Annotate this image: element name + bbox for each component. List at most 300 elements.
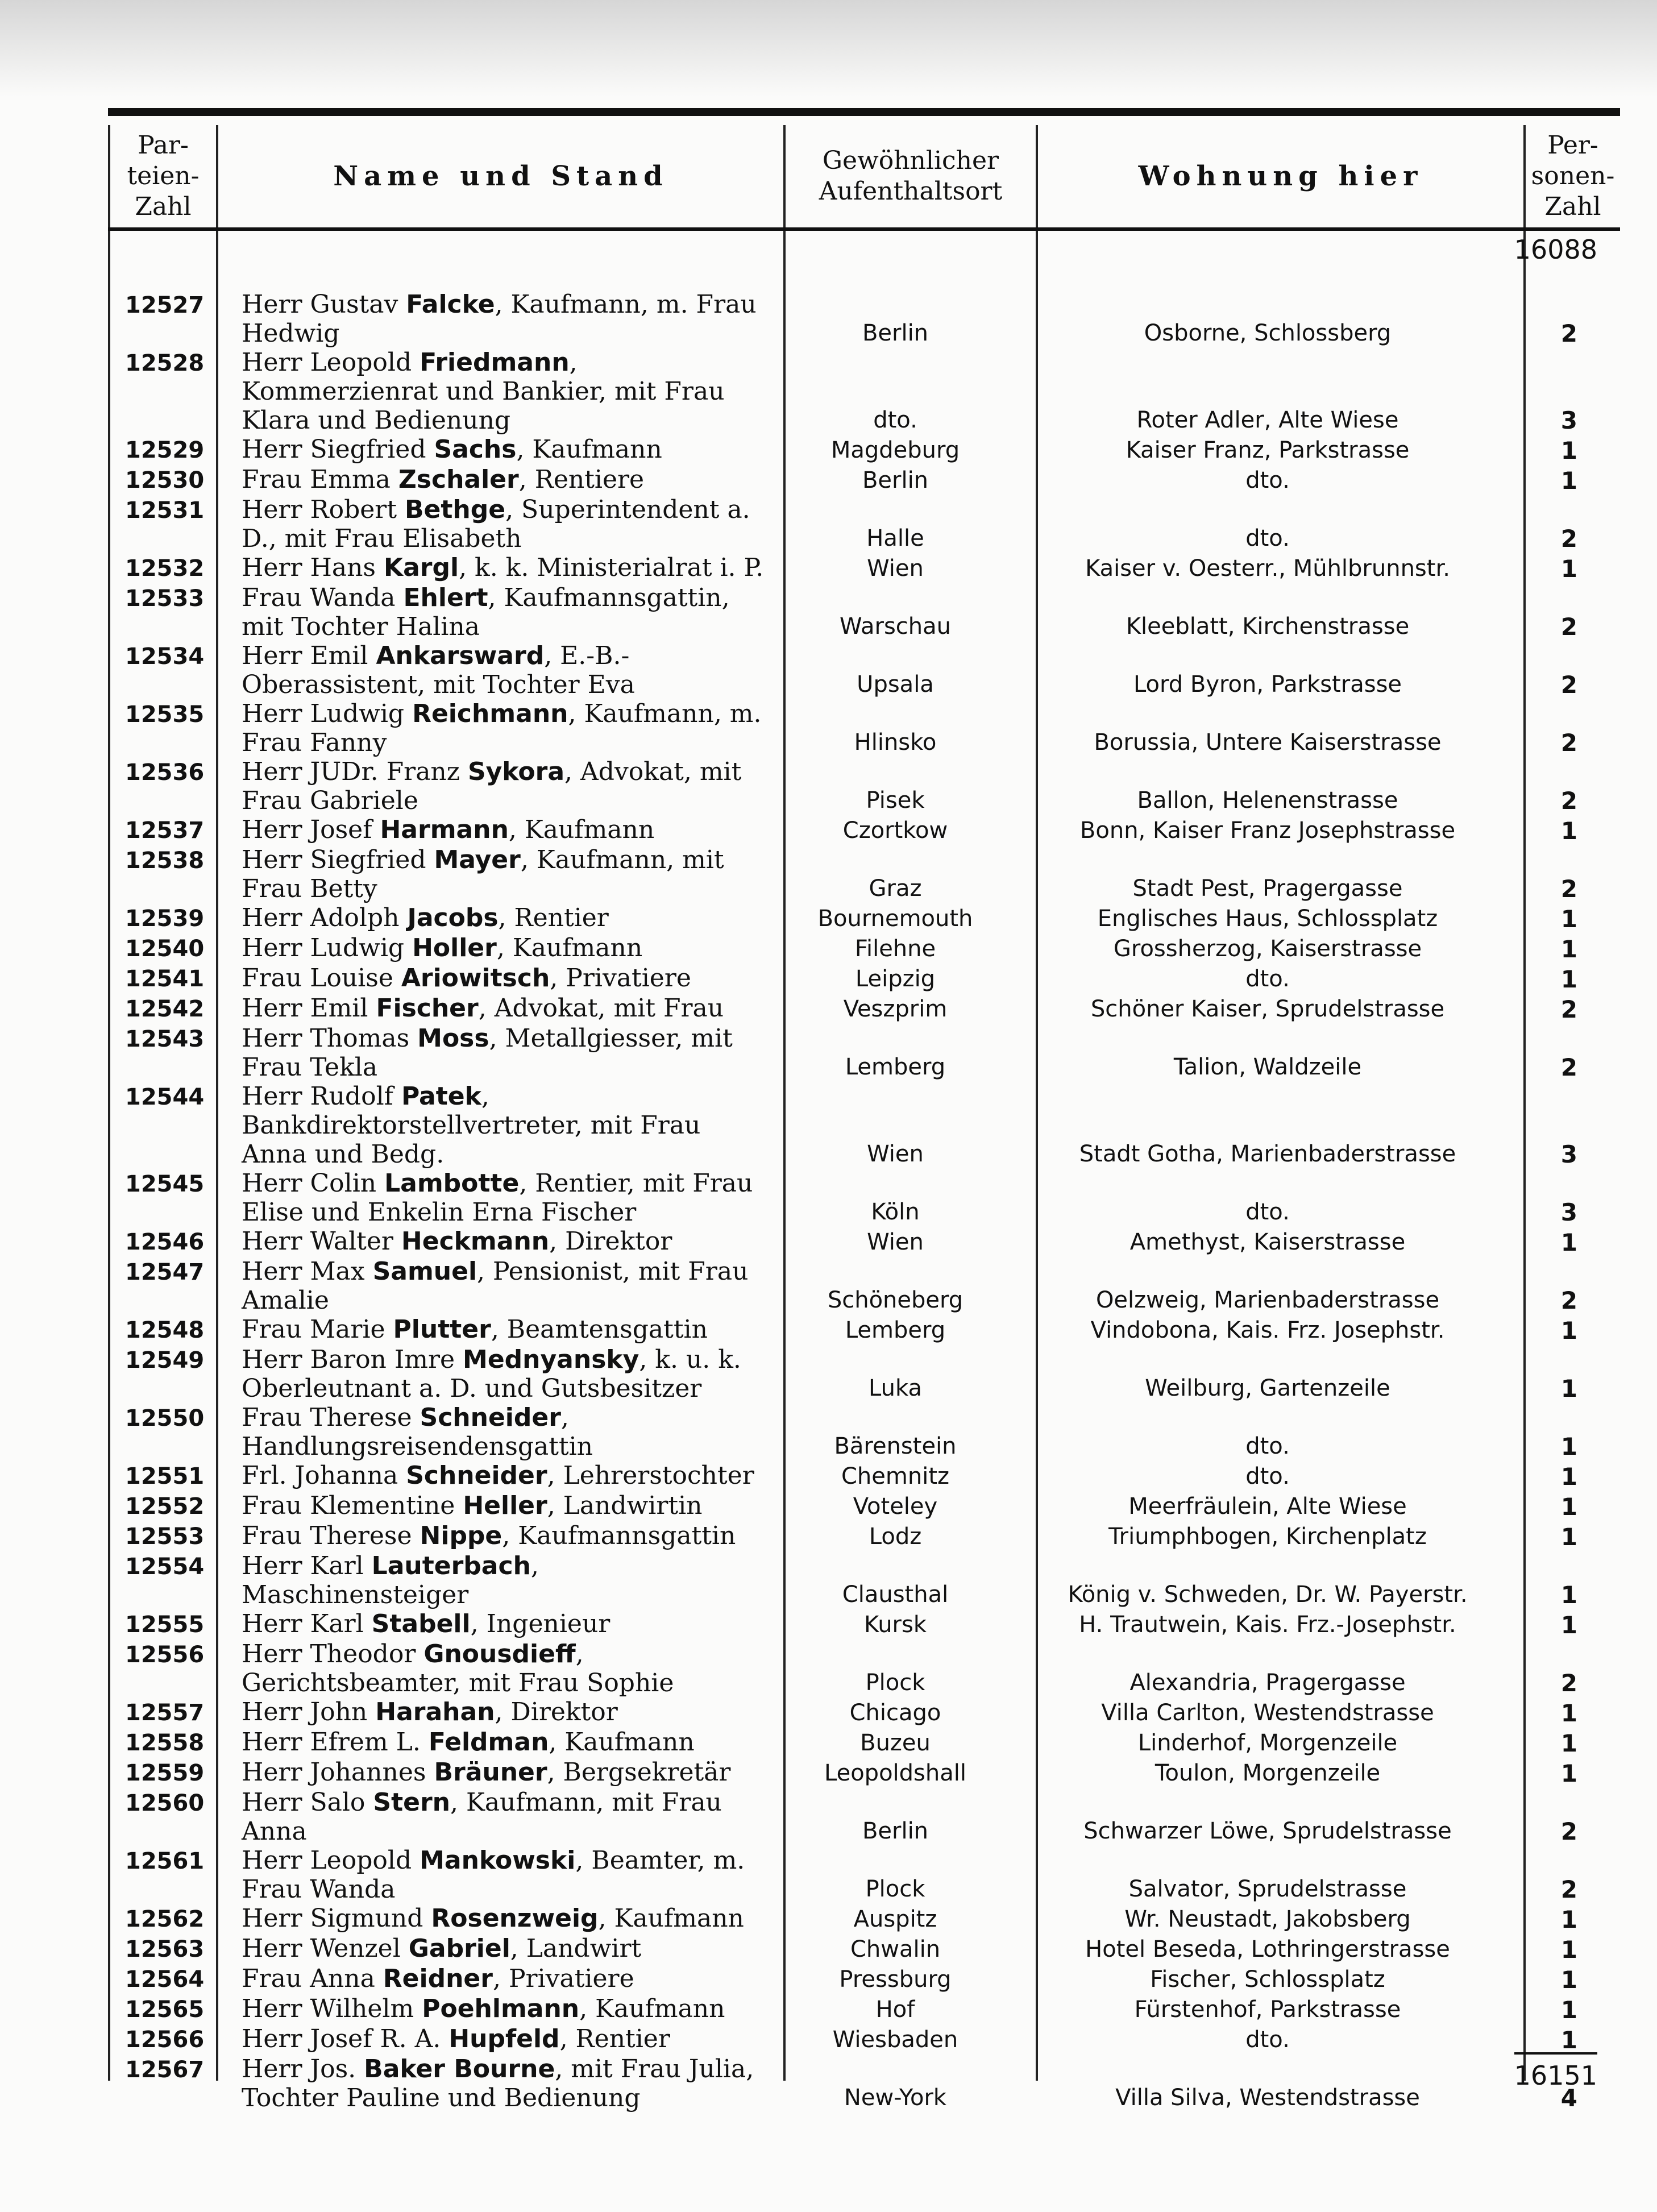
entry-residence: Köln xyxy=(871,1199,920,1225)
entry-residence: Chemnitz xyxy=(841,1463,949,1489)
entry-name xyxy=(213,1964,765,1994)
entry-occupation: , Metallgiesser, mit Frau Tekla xyxy=(242,1024,733,1082)
entry-name-prefix: Herr Ludwig xyxy=(242,699,413,728)
entry-person-count: 2 xyxy=(1560,875,1577,903)
entry-name-prefix: Herr Baron Imre xyxy=(242,1345,463,1374)
entry-number: 12544 xyxy=(125,1084,205,1110)
entry-number: 12546 xyxy=(125,1229,205,1255)
entry-person-count: 1 xyxy=(1560,2026,1577,2054)
entry-residence: Bournemouth xyxy=(817,906,973,932)
entry-name xyxy=(213,933,765,964)
entry-number: 12551 xyxy=(125,1463,205,1489)
entry-number: 12567 xyxy=(125,2057,205,2083)
entry-name xyxy=(213,1994,765,2024)
entry-name xyxy=(213,1846,765,1904)
entry-person-count: 1 xyxy=(1560,1229,1577,1256)
entry-occupation: , Handlungsreisendensgattin xyxy=(242,1403,593,1461)
entry-surname: Bräuner xyxy=(434,1758,547,1787)
entry-occupation: , Bergsekretär xyxy=(547,1758,731,1787)
top-rule xyxy=(108,108,1620,116)
entry-person-count: 3 xyxy=(1560,1198,1577,1226)
entry-person-count: 1 xyxy=(1560,1936,1577,1964)
entry-number: 12528 xyxy=(125,350,205,376)
entry-lodging: dto. xyxy=(1245,467,1290,493)
entry-residence: Auspitz xyxy=(853,1906,937,1932)
entry-person-count: 2 xyxy=(1560,729,1577,757)
entry-person-count: 1 xyxy=(1560,1433,1577,1460)
entry-lodging: Grossherzog, Kaiserstrasse xyxy=(1113,936,1422,962)
entry-surname: Nippe xyxy=(420,1521,503,1550)
entry-surname: Sykora xyxy=(467,757,565,786)
entry-residence: Warschau xyxy=(840,613,951,640)
entry-surname: Kargl xyxy=(383,553,459,582)
entry-surname: Schneider xyxy=(420,1403,561,1432)
entry-number: 12557 xyxy=(125,1700,205,1726)
entry-surname: Rosenzweig xyxy=(431,1904,599,1933)
entry-occupation: , Direktor xyxy=(549,1227,672,1256)
entry-name xyxy=(213,1609,765,1640)
entry-name-prefix: Herr Johannes xyxy=(242,1758,434,1787)
entry-name-prefix: Herr Josef R. A. xyxy=(242,2024,449,2053)
entry-name-prefix: Herr Wilhelm xyxy=(242,1994,422,2023)
entry-person-count: 1 xyxy=(1560,1906,1577,1933)
entry-name-prefix: Herr Efrem L. xyxy=(242,1728,429,1757)
entry-occupation: , Rentier xyxy=(498,903,609,932)
entry-name-prefix: Herr Emil xyxy=(242,641,376,670)
entry-surname: Feldman xyxy=(428,1728,549,1757)
entry-person-count: 1 xyxy=(1560,935,1577,963)
entry-lodging: Villa Silva, Westendstrasse xyxy=(1115,2085,1420,2111)
entry-residence: Bärenstein xyxy=(834,1433,957,1459)
entry-surname: Holler xyxy=(412,933,497,962)
entry-name-prefix: Herr Max xyxy=(242,1257,373,1286)
entry-surname: Stabell xyxy=(371,1609,471,1638)
entry-occupation: , mit Frau Julia, Tochter Pauline und Bedienung xyxy=(242,2055,754,2113)
entry-lodging: Schöner Kaiser, Sprudelstrasse xyxy=(1090,996,1445,1022)
entry-name-prefix: Frau Wanda xyxy=(242,583,404,612)
entry-lodging: Meerfräulein, Alte Wiese xyxy=(1128,1493,1407,1520)
entry-number: 12542 xyxy=(125,996,205,1022)
entry-number: 12529 xyxy=(125,437,205,463)
entry-number: 12563 xyxy=(125,1936,205,1962)
entry-person-count: 1 xyxy=(1560,1996,1577,2024)
entry-surname: Bethge xyxy=(405,495,506,524)
entry-residence: Berlin xyxy=(862,467,929,493)
entry-name xyxy=(213,465,765,495)
entry-surname: Schneider xyxy=(406,1461,547,1490)
entry-residence: Graz xyxy=(869,875,922,902)
entry-occupation: , Kaufmann xyxy=(496,933,643,962)
column-divider xyxy=(108,125,110,2081)
entry-name xyxy=(213,1521,765,1551)
entry-residence: New-York xyxy=(844,2085,947,2111)
entry-residence: Filehne xyxy=(854,936,936,962)
entry-number: 12537 xyxy=(125,817,205,844)
entry-number: 12532 xyxy=(125,555,205,582)
entry-occupation: , Beamter, m. Frau Wanda xyxy=(242,1846,745,1904)
entry-occupation: , Rentier, mit Frau Elise und Enkelin Erna Fischer xyxy=(242,1169,753,1227)
entry-occupation: , Direktor xyxy=(495,1698,618,1727)
entry-name xyxy=(213,495,765,553)
entry-person-count: 1 xyxy=(1560,1699,1577,1727)
entry-name-prefix: Frau Klementine xyxy=(242,1491,463,1520)
entry-residence: Luka xyxy=(869,1375,922,1401)
entry-name-prefix: Herr Ludwig xyxy=(242,933,413,962)
entry-person-count: 4 xyxy=(1560,2084,1577,2112)
entry-occupation: , Kaufmann, mit Frau Betty xyxy=(242,845,724,903)
entry-name-prefix: Herr Rudolf xyxy=(242,1082,401,1111)
entry-name xyxy=(213,1551,765,1609)
entry-person-count: 1 xyxy=(1560,1523,1577,1551)
entry-occupation: , Kaufmann xyxy=(516,435,662,464)
entry-surname: Lauterbach xyxy=(371,1551,531,1580)
entry-surname: Falcke xyxy=(406,290,495,319)
entry-name xyxy=(213,435,765,465)
entry-name xyxy=(213,845,765,903)
entry-person-count: 1 xyxy=(1560,1759,1577,1787)
entry-name-prefix: Herr Siegfried xyxy=(242,435,434,464)
entry-number: 12527 xyxy=(125,292,205,318)
entry-surname: Gabriel xyxy=(408,1934,510,1963)
entry-surname: Jacobs xyxy=(407,903,499,932)
entry-person-count: 1 xyxy=(1560,965,1577,993)
entry-name xyxy=(213,583,765,641)
entry-surname: Moss xyxy=(417,1024,489,1053)
entry-surname: Ariowitsch xyxy=(401,964,550,993)
entry-lodging: Stadt Pest, Pragergasse xyxy=(1132,875,1403,902)
entry-number: 12565 xyxy=(125,1997,205,2023)
entry-number: 12553 xyxy=(125,1524,205,1550)
entry-lodging: H. Trautwein, Kais. Frz.-Josephstr. xyxy=(1079,1612,1456,1638)
entry-person-count: 1 xyxy=(1560,905,1577,933)
entry-name-prefix: Herr JUDr. Franz xyxy=(242,757,468,786)
entry-lodging: König v. Schweden, Dr. W. Payerstr. xyxy=(1068,1582,1468,1608)
entry-surname: Plutter xyxy=(393,1315,491,1344)
entry-name xyxy=(213,815,765,845)
entry-occupation: , k. k. Ministerialrat i. P. xyxy=(459,553,764,582)
entry-surname: Ankarsward xyxy=(376,641,545,670)
entry-surname: Lambotte xyxy=(384,1169,520,1198)
scan-shadow xyxy=(0,0,1657,97)
entry-lodging: dto. xyxy=(1245,1199,1290,1225)
entry-name-prefix: Herr Theodor xyxy=(242,1640,424,1669)
entry-occupation: , Bankdirektorstellvertreter, mit Frau Anna und Bedg. xyxy=(242,1082,701,1169)
entry-number: 12541 xyxy=(125,966,205,992)
entry-residence: Hof xyxy=(875,1997,915,2023)
entry-name-prefix: Herr Josef xyxy=(242,815,380,844)
entry-name xyxy=(213,2055,765,2113)
entry-residence: Kursk xyxy=(863,1612,927,1638)
entry-name-prefix: Herr Gustav xyxy=(242,290,406,319)
entry-name-prefix: Herr Hans xyxy=(242,553,384,582)
entry-number: 12536 xyxy=(125,760,205,786)
entry-lodging: Kaiser v. Oesterr., Mühlbrunnstr. xyxy=(1085,555,1450,582)
entry-residence: Leopoldshall xyxy=(824,1760,966,1786)
entry-person-count: 2 xyxy=(1560,1286,1577,1314)
entry-occupation: , Kaufmann xyxy=(508,815,655,844)
entry-occupation: , Pensionist, mit Frau Amalie xyxy=(242,1257,749,1315)
entry-surname: Reidner xyxy=(383,1964,493,1993)
entry-name xyxy=(213,1934,765,1964)
entry-name-prefix: Herr Thomas xyxy=(242,1024,418,1053)
entry-residence: Lemberg xyxy=(845,1317,946,1343)
entry-residence: dto. xyxy=(873,407,917,433)
entry-residence: Wien xyxy=(867,1141,924,1167)
entry-name-prefix: Herr Karl xyxy=(242,1551,372,1580)
entry-number: 12560 xyxy=(125,1790,205,1816)
entry-lodging: dto. xyxy=(1245,1433,1290,1459)
entry-residence: Hlinsko xyxy=(854,729,937,756)
entry-number: 12535 xyxy=(125,702,205,728)
entry-name xyxy=(213,1904,765,1934)
entry-residence: Wien xyxy=(867,1229,924,1255)
entry-lodging: dto. xyxy=(1245,2027,1290,2053)
entry-lodging: Fürstenhof, Parkstrasse xyxy=(1134,1997,1401,2023)
entry-number: 12558 xyxy=(125,1730,205,1756)
header-party-count: Par- teien- Zahl xyxy=(127,131,200,221)
header-person-count: Per- sonen- Zahl xyxy=(1531,131,1615,221)
entry-person-count: 1 xyxy=(1560,467,1577,495)
entry-lodging: Bonn, Kaiser Franz Josephstrasse xyxy=(1079,817,1456,844)
entry-person-count: 1 xyxy=(1560,1729,1577,1757)
entry-residence: Czortkow xyxy=(842,817,948,844)
entry-surname: Harahan xyxy=(375,1698,495,1727)
entry-number: 12555 xyxy=(125,1612,205,1638)
entry-occupation: , Advokat, mit Frau Gabriele xyxy=(242,757,742,815)
entry-lodging: dto. xyxy=(1245,525,1290,551)
entry-occupation: , Kaufmann, m. Frau Fanny xyxy=(242,699,762,757)
entry-occupation: , Superintendent a. D., mit Frau Elisabeth xyxy=(242,495,750,553)
entry-occupation: , Privatiere xyxy=(550,964,691,993)
entry-surname: Fischer xyxy=(376,994,479,1023)
entry-residence: Wien xyxy=(867,555,924,582)
entry-lodging: dto. xyxy=(1245,1463,1290,1489)
total-count: 16151 xyxy=(1514,2052,1597,2091)
entry-name xyxy=(213,1257,765,1315)
carry-over-count: 16088 xyxy=(1514,234,1597,265)
entry-residence: Lodz xyxy=(869,1524,922,1550)
entry-residence: Halle xyxy=(866,525,924,551)
entry-residence: Chwalin xyxy=(850,1936,941,1962)
header-rule xyxy=(108,227,1620,231)
entry-occupation: , Kaufmann, m. Frau Hedwig xyxy=(242,290,757,348)
entry-number: 12550 xyxy=(125,1405,205,1431)
entry-name-prefix: Herr Siegfried xyxy=(242,845,434,874)
entry-residence: Wiesbaden xyxy=(832,2027,958,2053)
entry-lodging: Roter Adler, Alte Wiese xyxy=(1136,407,1399,433)
entry-number: 12531 xyxy=(125,497,205,524)
entry-lodging: Weilburg, Gartenzeile xyxy=(1145,1375,1390,1401)
entry-residence: Schöneberg xyxy=(827,1287,964,1313)
entry-lodging: Toulon, Morgenzeile xyxy=(1154,1760,1381,1786)
header-lodging: Wohnung hier xyxy=(1138,160,1423,192)
entry-number: 12530 xyxy=(125,467,205,493)
entry-name xyxy=(213,553,765,583)
entry-number: 12540 xyxy=(125,936,205,962)
entry-number: 12562 xyxy=(125,1906,205,1932)
entry-surname: Reichmann xyxy=(412,699,568,728)
entry-residence: Chicago xyxy=(849,1700,941,1726)
entry-number: 12538 xyxy=(125,848,205,874)
entry-lodging: Stadt Gotha, Marienbaderstrasse xyxy=(1079,1141,1456,1167)
entry-person-count: 1 xyxy=(1560,1493,1577,1521)
entry-name-prefix: Frl. Johanna xyxy=(242,1461,406,1490)
entry-surname: Stern xyxy=(373,1788,450,1817)
entry-person-count: 1 xyxy=(1560,555,1577,583)
entry-name xyxy=(213,1403,765,1461)
entry-occupation: , Kaufmannsgattin, mit Tochter Halina xyxy=(242,583,730,641)
entry-name xyxy=(213,1461,765,1491)
entry-residence: Plock xyxy=(865,1670,925,1696)
entry-name xyxy=(213,1169,765,1227)
entry-name-prefix: Herr Colin xyxy=(242,1169,385,1198)
entry-person-count: 2 xyxy=(1560,1875,1577,1903)
entry-name xyxy=(213,1728,765,1758)
entry-occupation: , Kaufmann xyxy=(579,1994,725,2023)
entry-name-prefix: Frau Emma xyxy=(242,465,398,494)
entry-number: 12539 xyxy=(125,906,205,932)
entry-lodging: Triumphbogen, Kirchenplatz xyxy=(1108,1524,1427,1550)
entry-name-prefix: Frau Louise xyxy=(242,964,401,993)
entry-number: 12559 xyxy=(125,1760,205,1786)
entry-occupation: , Beamtensgattin xyxy=(491,1315,708,1344)
entry-person-count: 2 xyxy=(1560,995,1577,1023)
entry-lodging: Oelzweig, Marienbaderstrasse xyxy=(1095,1287,1440,1313)
entry-occupation: , Kaufmann xyxy=(549,1728,695,1757)
entry-residence: Pressburg xyxy=(839,1966,952,1993)
entries-grid xyxy=(125,290,1614,2113)
entry-number: 12547 xyxy=(125,1259,205,1285)
entry-name xyxy=(213,757,765,815)
entry-name-prefix: Herr Adolph xyxy=(242,903,408,932)
entry-occupation: , Landwirt xyxy=(510,1934,642,1963)
entry-name xyxy=(213,1640,765,1698)
entry-person-count: 1 xyxy=(1560,1581,1577,1609)
entry-name xyxy=(213,699,765,757)
entry-surname: Friedmann xyxy=(420,348,570,377)
entry-number: 12556 xyxy=(125,1642,205,1668)
entry-name xyxy=(213,994,765,1024)
entry-occupation: , Landwirtin xyxy=(547,1491,703,1520)
entry-occupation: , Maschinensteiger xyxy=(242,1551,539,1609)
entry-name-prefix: Herr Robert xyxy=(242,495,405,524)
header-residence: Gewöhnlicher Aufenthaltsort xyxy=(819,146,1003,206)
entry-number: 12543 xyxy=(125,1026,205,1052)
entry-lodging: Fischer, Schlossplatz xyxy=(1150,1966,1385,1993)
entry-person-count: 2 xyxy=(1560,1053,1577,1081)
entry-residence: Plock xyxy=(865,1876,925,1902)
entry-lodging: Salvator, Sprudelstrasse xyxy=(1128,1876,1407,1902)
entry-surname: Heckmann xyxy=(401,1227,550,1256)
entry-name-prefix: Herr Walter xyxy=(242,1227,401,1256)
entry-name xyxy=(213,1024,765,1082)
entry-name xyxy=(213,1491,765,1521)
entry-surname: Zschaler xyxy=(398,465,519,494)
entry-name xyxy=(213,2024,765,2055)
entry-occupation: , Rentier xyxy=(559,2024,670,2053)
entry-lodging: Ballon, Helenenstrasse xyxy=(1137,787,1398,814)
entry-person-count: 1 xyxy=(1560,1966,1577,1994)
entry-residence: Buzeu xyxy=(860,1730,931,1756)
entry-surname: Poehlmann xyxy=(422,1994,580,2023)
entry-lodging: Hotel Beseda, Lothringerstrasse xyxy=(1085,1936,1450,1962)
entry-name xyxy=(213,1082,765,1169)
entry-number: 12548 xyxy=(125,1317,205,1343)
entry-lodging: Amethyst, Kaiserstrasse xyxy=(1129,1229,1406,1255)
entry-surname: Mednyansky xyxy=(463,1345,639,1374)
entry-person-count: 2 xyxy=(1560,1817,1577,1845)
entry-residence: Leipzig xyxy=(855,966,936,992)
entry-name xyxy=(213,1788,765,1846)
entry-person-count: 2 xyxy=(1560,787,1577,815)
entry-number: 12566 xyxy=(125,2027,205,2053)
guest-list-table xyxy=(108,108,1620,2113)
entry-name-prefix: Herr Jos. xyxy=(242,2055,364,2084)
entry-name xyxy=(213,964,765,994)
entry-person-count: 2 xyxy=(1560,319,1577,347)
entry-name xyxy=(213,348,765,435)
entry-occupation: , Kaufmannsgattin xyxy=(502,1521,736,1550)
entry-person-count: 1 xyxy=(1560,437,1577,464)
entry-lodging: Talion, Waldzeile xyxy=(1173,1054,1362,1080)
entry-surname: Hupfeld xyxy=(448,2024,560,2053)
entry-surname: Mayer xyxy=(434,845,521,874)
entry-surname: Samuel xyxy=(372,1257,477,1286)
entry-residence: Pisek xyxy=(866,787,925,814)
entry-surname: Ehlert xyxy=(403,583,488,612)
entry-lodging: Linderhof, Morgenzeile xyxy=(1137,1730,1398,1756)
entry-occupation: , Ingenieur xyxy=(470,1609,611,1638)
entry-occupation: , Advokat, mit Frau xyxy=(478,994,724,1023)
entry-lodging: Villa Carlton, Westendstrasse xyxy=(1101,1700,1434,1726)
entry-name xyxy=(213,641,765,699)
entry-name-prefix: Herr Sigmund xyxy=(242,1904,431,1933)
entry-lodging: Alexandria, Pragergasse xyxy=(1129,1670,1406,1696)
entry-surname: Sachs xyxy=(434,435,517,464)
entry-residence: Clausthal xyxy=(842,1582,949,1608)
entry-residence: Upsala xyxy=(857,671,934,698)
entry-surname: Patek xyxy=(401,1082,481,1111)
entry-number: 12545 xyxy=(125,1171,205,1197)
entry-occupation: , Rentiere xyxy=(518,465,645,494)
entry-number: 12549 xyxy=(125,1347,205,1373)
entry-person-count: 1 xyxy=(1560,817,1577,845)
entry-name-prefix: Herr Leopold xyxy=(242,1846,420,1875)
entry-name-prefix: Herr Wenzel xyxy=(242,1934,409,1963)
entry-person-count: 1 xyxy=(1560,1317,1577,1344)
entry-name xyxy=(213,903,765,933)
entry-occupation: , E.-B.-Oberassistent, mit Tochter Eva xyxy=(242,641,635,699)
entry-surname: Heller xyxy=(463,1491,547,1520)
entry-person-count: 1 xyxy=(1560,1375,1577,1402)
entry-residence: Veszprim xyxy=(843,996,948,1022)
entry-lodging: Englisches Haus, Schlossplatz xyxy=(1097,906,1438,932)
entry-person-count: 2 xyxy=(1560,613,1577,641)
entry-name-prefix: Herr Salo xyxy=(242,1788,373,1817)
entry-number: 12534 xyxy=(125,644,205,670)
entry-occupation: , Gerichtsbeamter, mit Frau Sophie xyxy=(242,1640,674,1698)
entry-residence: Berlin xyxy=(862,1818,929,1844)
entry-name-prefix: Herr Leopold xyxy=(242,348,420,377)
entry-name-prefix: Herr Emil xyxy=(242,994,376,1023)
entry-name xyxy=(213,1698,765,1728)
entry-lodging: Borussia, Untere Kaiserstrasse xyxy=(1094,729,1442,756)
entry-occupation: , Kommerzienrat und Bankier, mit Frau Klara und Bedienung xyxy=(242,348,725,435)
entry-residence: Magdeburg xyxy=(830,437,960,463)
entry-occupation: , Kaufmann xyxy=(598,1904,744,1933)
entry-person-count: 3 xyxy=(1560,1140,1577,1168)
entry-person-count: 3 xyxy=(1560,406,1577,434)
